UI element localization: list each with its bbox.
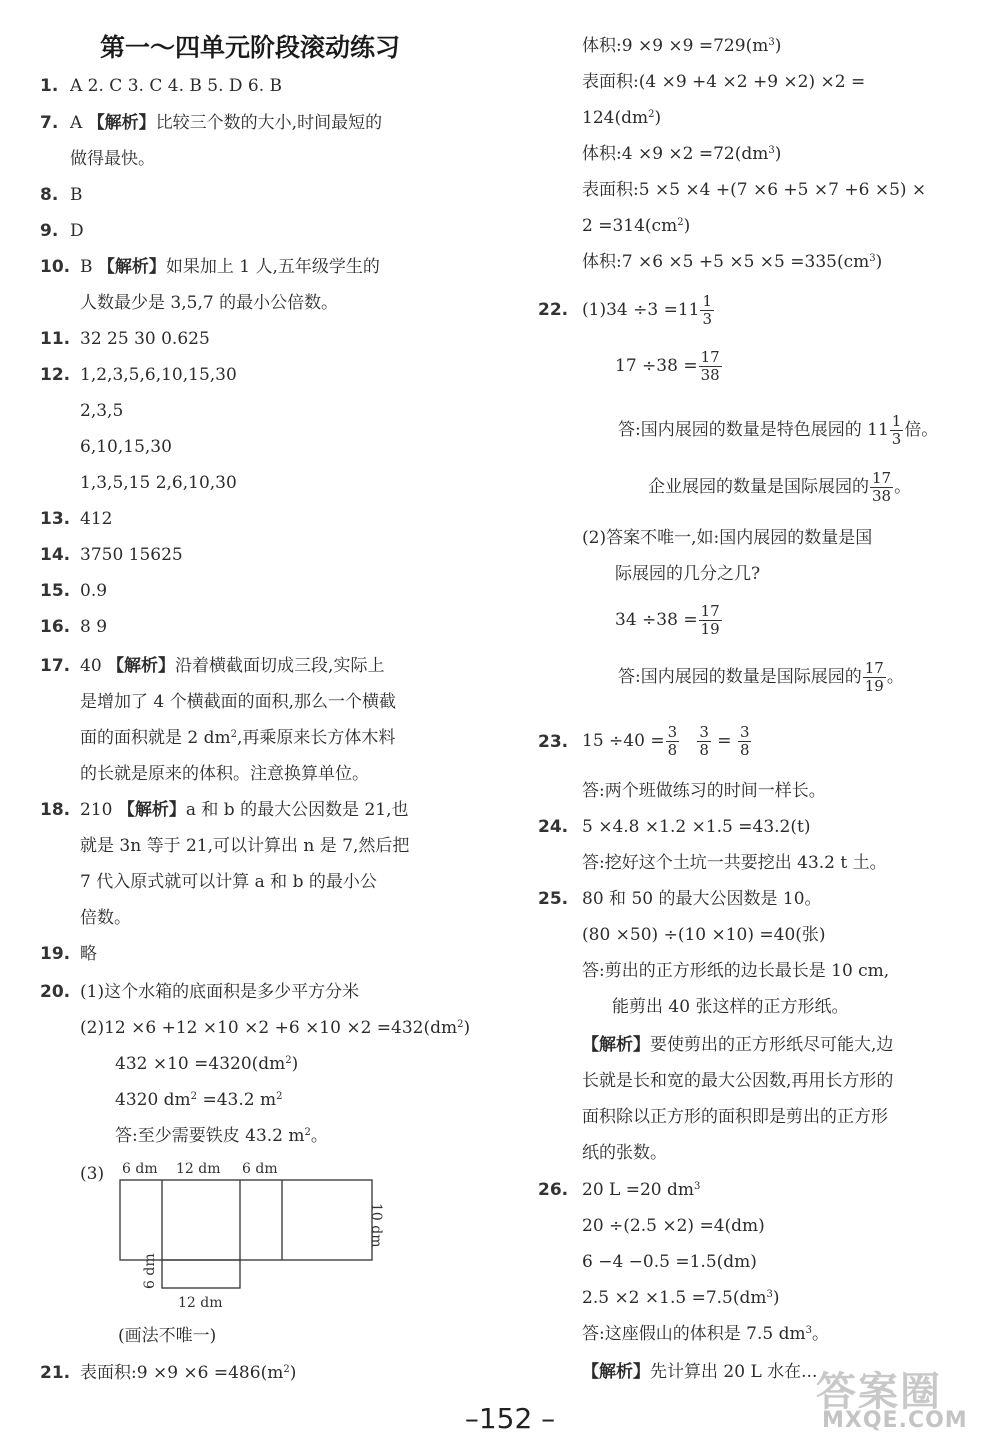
dimension-label: 12 dm	[176, 1161, 221, 1177]
question-number: 21.	[40, 1363, 71, 1383]
answer-fragment: 2.5 ×2 ×1.5 =7.5(dm	[582, 1288, 767, 1308]
answer-line: 6,10,15,30	[80, 437, 172, 457]
answer-fragment: )	[463, 1018, 471, 1038]
answer-line: 表面积:(4 ×9 +4 ×2 +9 ×2) ×2 =	[582, 72, 866, 92]
answer-value: B	[70, 185, 83, 205]
answer-line: 1,3,5,15 2,6,10,30	[80, 473, 237, 493]
answer-line: 2,3,5	[80, 401, 124, 421]
answer-fragment: 倍。	[904, 420, 939, 440]
answer-line: 20 ÷(2.5 ×2) =4(dm)	[582, 1216, 765, 1236]
answer-line: 表面积:9 $\times 9 \times 6 =486(m^2)$	[80, 1363, 297, 1383]
net-diagram-bottom-face	[162, 1260, 240, 1288]
answer-line: $2.5 \times 2 \times 1.5 =7.5(dm^3)$	[582, 1288, 780, 1308]
answer-line: 体积:4 $\times 9 \times 2 =72(dm^3)$	[582, 144, 782, 164]
fraction	[700, 293, 714, 328]
answer-line	[618, 657, 904, 697]
answer-fragment: (1)34 ÷3 =11	[582, 300, 700, 320]
answer-fragment: )	[654, 108, 662, 128]
denominator: 38	[872, 487, 892, 505]
answer-fragment: )	[774, 36, 782, 56]
fraction	[697, 724, 711, 759]
question-number: 26.	[538, 1180, 569, 1200]
answer-value: B	[80, 257, 93, 277]
answer-fragment: 答:国内展园的数量是国际展园的	[618, 667, 862, 687]
analysis-tag: 【解析】	[582, 1035, 650, 1055]
answer-note: (画法不唯一)	[118, 1326, 217, 1346]
answer-line: 20 L =20 $dm^3$	[582, 1180, 701, 1200]
watermark-logo	[808, 1360, 988, 1440]
answer-fragment: 体积:4 ×9 ×2 =72(dm	[582, 144, 769, 164]
answer-fragment: )	[683, 216, 691, 236]
fraction	[699, 349, 722, 384]
analysis-text: 沿着横截面切成三段,实际上	[175, 656, 385, 676]
analysis-tag: 【解析】	[117, 800, 186, 820]
denominator: 8	[667, 741, 678, 759]
analysis-text: a 和 b 的最大公因数是 21,也	[185, 800, 409, 820]
question-number: 1.	[40, 76, 59, 96]
question-number: 14.	[40, 545, 71, 565]
question-number: 20.	[40, 982, 71, 1002]
analysis-text: 面积除以正方形的面积即是剪出的正方形	[582, 1107, 888, 1127]
question-number: 18.	[40, 800, 71, 820]
answer-fragment: 答:国内展园的数量是特色展园的 11	[618, 420, 889, 440]
analysis-text: 就是 3n 等于 21,可以计算出 n 是 7,然后把	[80, 836, 410, 856]
net-diagram-outline	[120, 1180, 372, 1260]
dimension-label: 10 dm	[368, 1203, 384, 1248]
denominator: 8	[699, 741, 709, 759]
answer-line: 答:剪出的正方形纸的边长最长是 10 cm,	[582, 961, 890, 981]
question-number: 23.	[538, 732, 569, 752]
answer-fragment: (2)12 ×6 +12 ×10 ×2 +6 ×10 ×2 =432(dm	[80, 1018, 458, 1038]
answer-value: 412	[80, 509, 113, 529]
fraction	[738, 724, 752, 759]
answer-fragment: 4320 dm	[115, 1090, 191, 1110]
page-number: –152 –	[464, 1402, 556, 1435]
analysis-tag: 【解析】	[87, 113, 156, 133]
analysis-text: 如果加上 1 人,五年级学生的	[165, 257, 380, 277]
fraction	[890, 413, 904, 448]
question-number: 12.	[40, 365, 71, 385]
answer-fragment: )	[289, 1363, 297, 1383]
answer-fragment: 体积:7 ×6 ×5 +5 ×5 ×5 =335(cm	[582, 252, 870, 272]
question-number: 24.	[538, 817, 569, 837]
answer-fragment: )	[774, 144, 782, 164]
question-number: 15.	[40, 581, 71, 601]
answer-line: 4320 $dm^2 =43.2$ $m^2$	[115, 1090, 283, 1110]
answer-line: 体积:7 $\times 6 \times 5 +5 \times 5 \times 5 =335(cm^3)$	[582, 252, 883, 272]
question-number: 13.	[40, 509, 71, 529]
denominator: 3	[702, 310, 713, 328]
fraction	[863, 660, 886, 695]
analysis-text: 是增加了 4 个横截面的面积,那么一个横截	[80, 692, 397, 712]
dimension-label: 6 dm	[122, 1161, 158, 1177]
dimension-label: 12 dm	[178, 1295, 223, 1311]
answer-fragment: 表面积:9 ×9 ×6 =486(m	[80, 1363, 284, 1383]
question-number: 22.	[538, 300, 569, 320]
dimension-label: 6 dm	[142, 1253, 158, 1289]
numerator: 1	[891, 412, 902, 430]
answer-fragment: 体积:9 ×9 ×9 =729(m	[582, 36, 769, 56]
answer-value: D	[70, 221, 84, 241]
answer-line: 5 ×4.8 ×1.2 ×1.5 =43.2(t)	[582, 817, 811, 837]
answer-line: 际展园的几分之几?	[615, 564, 761, 584]
numerator: 17	[864, 659, 884, 677]
fraction	[870, 470, 893, 505]
analysis-fragment: 面的面积就是 2 dm	[80, 728, 231, 748]
answer-line: 80 和 50 的最大公因数是 10。	[582, 889, 822, 909]
question-number: 8.	[40, 185, 59, 205]
answer-value: 8 9	[80, 617, 108, 637]
denominator: 3	[891, 430, 902, 448]
analysis-text: 要使剪出的正方形纸尽可能大,边	[650, 1035, 894, 1055]
analysis-line	[582, 1361, 817, 1383]
answer-line: 能剪出 40 张这样的正方形纸。	[612, 997, 849, 1017]
answer-line: 答:至少需要铁皮 43.2 $m^2$。	[115, 1126, 328, 1146]
answer-fragment: 。	[886, 667, 904, 687]
analysis-tag: 【解析】	[582, 1362, 650, 1382]
answer-fragment: 2 =314(cm	[582, 216, 678, 236]
net-diagram	[110, 1155, 400, 1315]
answer-line	[80, 256, 380, 278]
analysis-text: 的长就是原来的体积。注意换算单位。	[80, 764, 369, 784]
numerator: 1	[702, 292, 713, 310]
answer-fragment: =	[717, 731, 732, 751]
answer-line	[582, 290, 715, 330]
analysis-text: 面的面积就是 2 $dm^2$,再乘原来长方体木料	[80, 728, 396, 748]
answer-fragment: )	[291, 1054, 299, 1074]
dimension-label: 6 dm	[242, 1161, 278, 1177]
analysis-text: 倍数。	[80, 908, 131, 928]
analysis-text: 7 代入原式就可以计算 a 和 b 的最小公	[80, 872, 377, 892]
answer-fragment: 。	[811, 1324, 829, 1344]
answer-line: $2 =314(cm^2)$	[582, 216, 691, 236]
answer-line: 1,2,3,5,6,10,15,30	[80, 365, 237, 385]
answer-line: (3)	[80, 1164, 105, 1184]
answer-line: (2)答案不唯一,如:国内展园的数量是国	[582, 528, 873, 548]
denominator: 19	[864, 677, 884, 695]
denominator: 38	[700, 366, 720, 384]
analysis-text: 先计算出 20 L 水在...	[650, 1362, 818, 1382]
answer-line	[582, 721, 752, 761]
answer-fragment: 答:这座假山的体积是 7.5 dm	[582, 1324, 806, 1344]
answer-fragment: 34 ÷38 =	[615, 610, 698, 630]
answer-fragment: )	[772, 1288, 780, 1308]
answer-value: 略	[80, 944, 97, 964]
answer-line: (1)这个水箱的底面积是多少平方分米	[80, 982, 360, 1002]
answer-value: 210	[80, 800, 113, 820]
answer-line	[80, 799, 409, 821]
answer-line	[615, 346, 723, 386]
answer-fragment: 20 L =20 dm	[582, 1180, 695, 1200]
answer-line: 表面积:5 ×5 ×4 +(7 ×6 +5 ×7 +6 ×5) ×	[582, 180, 927, 200]
numerator: 17	[700, 348, 720, 366]
answer-value: 0.9	[80, 581, 108, 601]
numerator: 3	[699, 723, 709, 741]
answer-fragment: 。	[310, 1126, 328, 1146]
fraction	[666, 724, 680, 759]
question-number: 11.	[40, 329, 71, 349]
answer-fragment: 432 ×10 =4320(dm	[115, 1054, 286, 1074]
answer-line	[70, 112, 382, 134]
denominator: 19	[700, 620, 720, 638]
question-number: 19.	[40, 944, 71, 964]
analysis-tag: 【解析】	[107, 656, 176, 676]
answer-fragment: =43.2 m	[197, 1090, 277, 1110]
answer-value: A	[70, 113, 83, 133]
analysis-tag: 【解析】	[97, 257, 166, 277]
question-number: 9.	[40, 221, 59, 241]
answer-line	[618, 410, 938, 450]
answer-line: 答:挖好这个土坑一共要挖出 43.2 t 土。	[582, 853, 887, 873]
numerator: 17	[872, 469, 892, 487]
answer-value: 3750 15625	[80, 545, 183, 565]
answer-line: $432 \times 10 =4320(dm^2)$	[115, 1054, 299, 1074]
analysis-fragment: ,再乘原来长方体木料	[237, 728, 396, 748]
question-number: 10.	[40, 257, 71, 277]
answer-line: 体积:9 $\times 9 \times 9 =729(m^3)$	[582, 36, 782, 56]
denominator: 8	[739, 741, 750, 759]
analysis-line	[582, 1034, 893, 1056]
analysis-text: 比较三个数的大小,时间最短的	[155, 113, 383, 133]
analysis-text: 做得最快。	[70, 149, 155, 169]
answer-fragment: 企业展园的数量是国际展园的	[648, 477, 869, 497]
numerator: 3	[667, 723, 678, 741]
watermark-text: 答案圈	[816, 1369, 942, 1415]
answer-fragment: )	[875, 252, 883, 272]
analysis-text: 长就是长和宽的最大公因数,再用长方形的	[582, 1071, 894, 1091]
question-number: 7.	[40, 113, 59, 133]
question-number: 25.	[538, 889, 569, 909]
numerator: 17	[700, 602, 720, 620]
answer-fragment: 。	[894, 477, 912, 497]
answer-fragment: 124(dm	[582, 108, 649, 128]
answer-line: $(2)12 \times 6 +12 \times 10 \times 2 +6 \times 10 \times 2 =432(dm^2)$	[80, 1018, 471, 1038]
question-number: 17.	[40, 656, 71, 676]
page-title: 第一～四单元阶段滚动练习	[100, 33, 401, 62]
answer-line: 答:两个班做练习的时间一样长。	[582, 781, 826, 801]
answer-line: $124(dm^2)$	[582, 108, 662, 128]
answer-value: 40	[80, 656, 102, 676]
fraction	[699, 603, 722, 638]
question-number: 16.	[40, 617, 71, 637]
answer-value: 32 25 30 0.625	[80, 329, 210, 349]
answer-text: A 2. C 3. C 4. B 5. D 6. B	[70, 76, 283, 96]
answer-line	[615, 600, 723, 640]
answer-fragment: 答:至少需要铁皮 43.2 m	[115, 1126, 305, 1146]
answer-line	[80, 655, 384, 677]
answer-line: (80 ×50) ÷(10 ×10) =40(张)	[582, 925, 826, 945]
watermark-domain: MXQE.COM	[822, 1408, 968, 1433]
answer-fragment: 17 ÷38 =	[615, 356, 698, 376]
analysis-text: 人数最少是 3,5,7 的最小公倍数。	[80, 293, 339, 313]
answer-fragment: 15 ÷40 =	[582, 731, 665, 751]
answer-line	[648, 467, 911, 507]
analysis-text: 纸的张数。	[582, 1143, 667, 1163]
numerator: 3	[739, 723, 750, 741]
answer-line: 答:这座假山的体积是 7.5 $dm^3$。	[582, 1324, 829, 1344]
answer-line: 6 −4 −0.5 =1.5(dm)	[582, 1252, 757, 1272]
